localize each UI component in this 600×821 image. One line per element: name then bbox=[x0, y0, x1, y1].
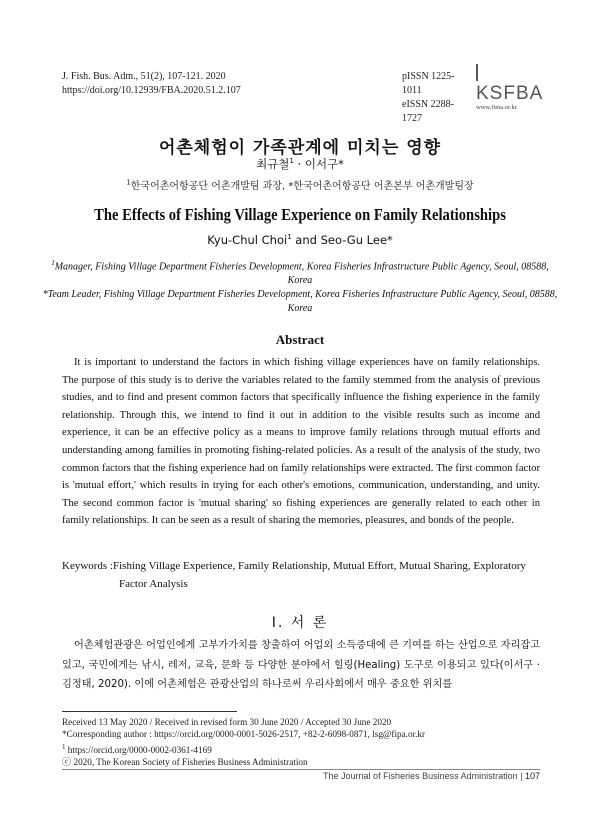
corresponding-author: *Corresponding author : https://orcid.org/0000-0001-5026-2517, +82-2-6098-0871, lsg@fipa.or.kr bbox=[62, 729, 426, 740]
eissn: eISSN 2288-1727 bbox=[402, 99, 454, 124]
issn-block bbox=[402, 70, 472, 126]
page-number: 107 bbox=[524, 771, 540, 781]
korean-affiliation: $^1$한국어촌어항공단 어촌개발팀 과장, *한국어촌어항공단 어촌본부 어촌개발팀장 bbox=[126, 178, 474, 192]
journal-name: The Journal of Fisheries Business Administration bbox=[323, 771, 518, 781]
society-logo bbox=[476, 64, 544, 112]
author-1-en: Kyu-Chul Choi bbox=[207, 233, 288, 247]
author-2-kr: 이서구* bbox=[304, 157, 344, 171]
author-2-en: Seo-Gu Lee* bbox=[320, 233, 393, 247]
keywords-label: Keywords : bbox=[62, 560, 114, 572]
affiliation-2: *Team Leader, Fishing Village Department Fisheries Development, Korea Fisheries Infrastructure Public Agency, Seoul, 08588, Korea bbox=[42, 289, 558, 315]
section-heading-introduction: Ⅰ. 서 론 bbox=[271, 615, 329, 631]
footer-divider bbox=[62, 769, 540, 770]
abstract-text: It is important to understand the factors in which fishing village experiences have on family relationships. The purpose of this study is to derive the variables related to the family stemmed from the analysis of previous studies, and to find and present common factors that specifically influence the fishing experience in the family relationship. Through this, we intend to find it out in addition to the visible results such as income and experience, it can be an effective policy as a means to improve family relations through mutual efforts and understanding among families in promoting fishing-related policies. As a result of the analysis of the study, two common factors that the fishing experience had on family relationships were extracted. The first common factor is 'mutual effort,' which results in trying for each other's emotions, communication, understanding, and unity. The second common factor is 'mutual sharing' so fishing experiences are generally related to each other in family relationships. It can be seen as a result of sharing the memories, pleasures, and bonds of the people. bbox=[62, 357, 540, 527]
orcid-author-1: $^1$ https://orcid.org/0000-0002-0361-4169 bbox=[62, 742, 212, 755]
footnote-divider bbox=[62, 711, 237, 712]
pissn: pISSN 1225-1011 bbox=[402, 71, 455, 96]
keywords-text: Fishing Village Experience, Family Relationship, Mutual Effort, Mutual Sharing, Exploratory Factor Analysis bbox=[113, 560, 526, 590]
copyright: ⓒ 2020, The Korean Society of Fisheries Business Administration bbox=[62, 756, 308, 767]
doi-link[interactable]: https://doi.org/10.12939/FBA.2020.51.2.107 bbox=[62, 85, 241, 96]
page-footer: The Journal of Fisheries Business Administration | 107 bbox=[323, 771, 540, 781]
korean-title: 어촌체험이 가족관계에 미치는 영향 bbox=[158, 138, 442, 158]
received-dates: Received 13 May 2020 / Received in revised form 30 June 2020 / Accepted 30 June 2020 bbox=[62, 717, 392, 727]
logo-site: www.fima.or.kr bbox=[476, 104, 517, 111]
logo-text: KSFBA bbox=[476, 83, 544, 104]
english-affiliations bbox=[40, 256, 560, 316]
journal-citation: J. Fish. Bus. Adm., 51(2), 107-121. 2020 bbox=[62, 71, 226, 82]
korean-authors: 최규철$^1$ · 이서구* bbox=[256, 157, 344, 171]
author-1-kr: 최규철 bbox=[256, 157, 290, 171]
abstract-heading: Abstract bbox=[275, 332, 325, 347]
english-authors: Kyu-Chul Choi$^1$ and Seo-Gu Lee* bbox=[207, 233, 393, 247]
affiliation-1: $^1$Manager, Fishing Village Department Fisheries Development, Korea Fisheries Infrastructure Public Agency, Seoul, 08588, Korea bbox=[51, 259, 549, 287]
journal-citation-block bbox=[62, 70, 241, 98]
logo-bar-icon bbox=[476, 64, 478, 81]
footnotes bbox=[62, 716, 542, 768]
introduction-text: 어촌체험관광은 어업인에게 고부가가치를 창출하여 어업외 소득증대에 큰 기여를 하는 산업으로 자리잡고 있고, 국민에게는 낚시, 레저, 교육, 문화 등 다양한 분야에서 힐링(Healing) 도구로 이용되고 있다(이서구 · 김정태, 2020). 이에 어촌체험은 관광산업의 하나로써 우리사회에서 매우 중요한 위치를 bbox=[62, 640, 540, 690]
english-title: The Effects of Fishing Village Experience on Family Relationships bbox=[94, 205, 506, 224]
